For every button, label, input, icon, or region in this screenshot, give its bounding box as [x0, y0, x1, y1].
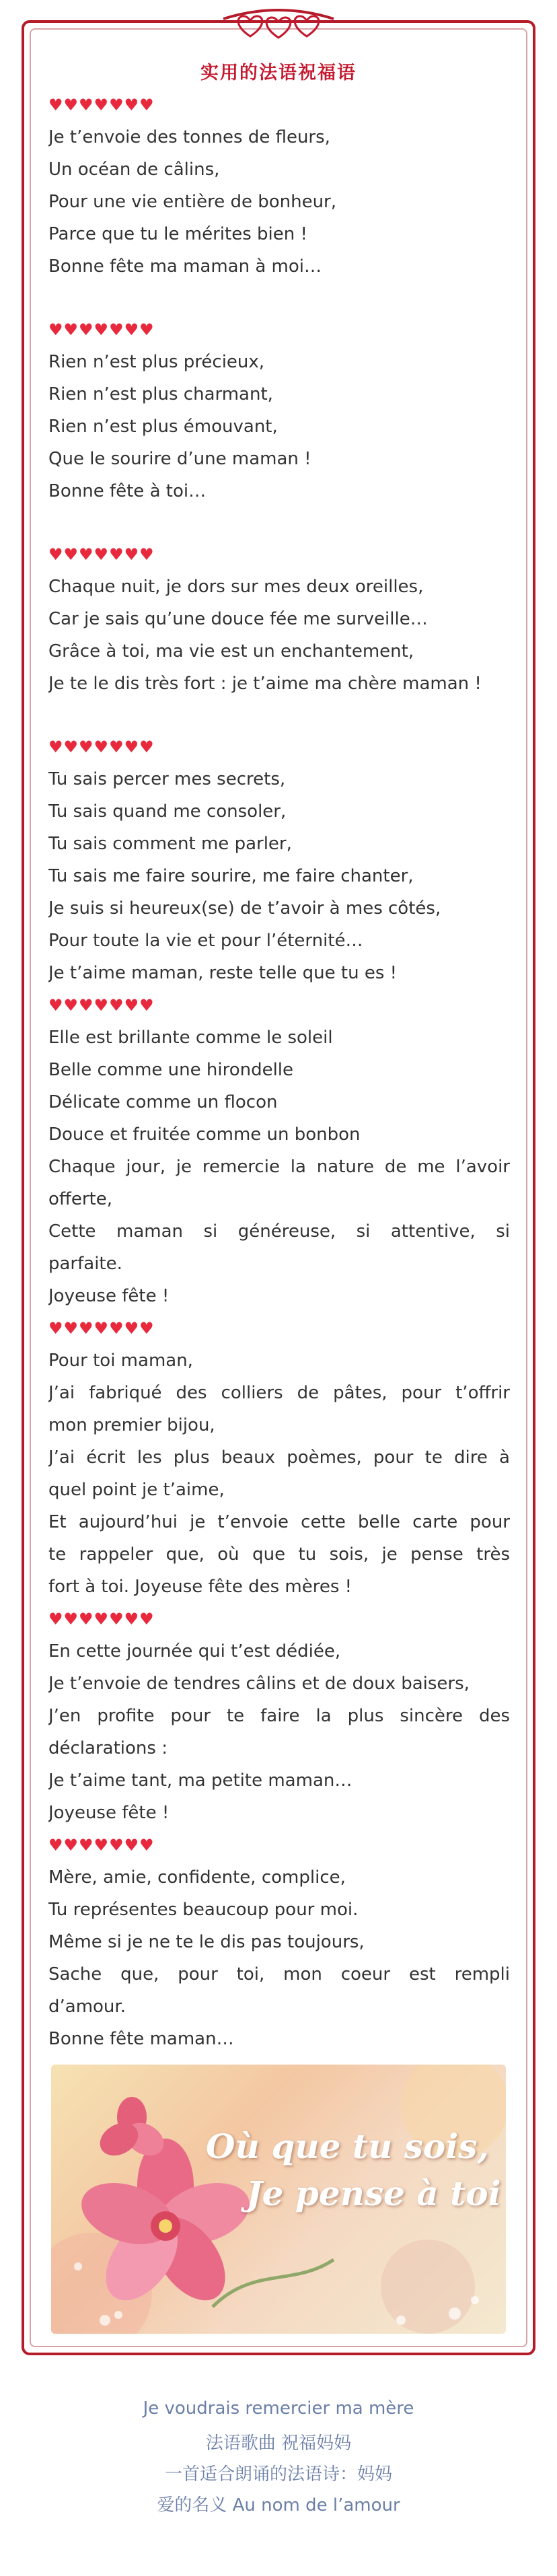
- poem-line: offerte,: [48, 1189, 112, 1209]
- poem-spacer: [48, 283, 510, 314]
- poem-line: Bonne fête à toi…: [48, 481, 207, 501]
- image-caption-line1: Où que tu sois,: [206, 2126, 489, 2166]
- footer-link-2[interactable]: 法语歌曲 祝福妈妈: [205, 2433, 352, 2454]
- poem-line: Cette maman si généreuse, si attentive, si: [48, 1221, 510, 1242]
- poem-line: Rien n’est plus charmant,: [48, 384, 273, 404]
- poem-spacer: [48, 507, 510, 538]
- hearts-divider-icon: ♥♥♥♥♥♥♥: [48, 96, 155, 114]
- poem-line: Car je sais qu’une douce fée me surveille…: [48, 609, 428, 629]
- poem-line: Tu sais comment me parler,: [48, 834, 292, 854]
- poem-line: Tu sais percer mes secrets,: [48, 769, 286, 789]
- poem-line: Tu représentes beaucoup pour moi.: [48, 1900, 359, 1920]
- poem-line: J’ai fabriqué des colliers de pâtes, pour t’offrir: [48, 1383, 510, 1403]
- poem-line: Chaque jour, je remercie la nature de me l’avoir: [48, 1157, 510, 1177]
- poem-line: Même si je ne te le dis pas toujours,: [48, 1932, 365, 1952]
- poem-line: Tu sais quand me consoler,: [48, 801, 287, 822]
- image-caption-line2: Je pense à toi: [246, 2174, 501, 2213]
- poem-spacer: [48, 700, 510, 731]
- poem-line: En cette journée qui t’est dédiée,: [48, 1641, 341, 1661]
- poem-line: Pour toute la vie et pour l’éternité…: [48, 931, 363, 951]
- poem-line: mon premier bijou,: [48, 1415, 215, 1435]
- poem-line: Pour toi maman,: [48, 1351, 193, 1371]
- hearts-divider-icon: ♥♥♥♥♥♥♥: [48, 1610, 155, 1629]
- poem-line: Je t’aime maman, reste telle que tu es !: [48, 963, 398, 983]
- footer-link-1[interactable]: Je voudrais remercier ma mère: [143, 2398, 414, 2419]
- footer-link-4[interactable]: 爱的名义 Au nom de l’amour: [157, 2495, 400, 2515]
- poem-line: Je t’envoie des tonnes de fleurs,: [48, 127, 330, 147]
- poem-line: fort à toi. Joyeuse fête des mères !: [48, 1577, 352, 1597]
- poem-line: Mère, amie, confidente, complice,: [48, 1867, 346, 1888]
- hearts-divider-icon: ♥♥♥♥♥♥♥: [48, 1836, 155, 1855]
- flower-image: [51, 2065, 506, 2334]
- poem-line: déclarations :: [48, 1738, 168, 1758]
- poem-line: Je suis si heureux(se) de t’avoir à mes côtés,: [48, 898, 441, 919]
- poem-line: Grâce à toi, ma vie est un enchantement,: [48, 641, 414, 661]
- poem-line: d’amour.: [48, 1997, 126, 2017]
- poem-line: Sache que, pour toi, mon coeur est rempli: [48, 1964, 510, 1984]
- poem-line: Je te le dis très fort : je t’aime ma chère maman !: [48, 674, 482, 694]
- poem-line: J’ai écrit les plus beaux poèmes, pour te dire à: [48, 1447, 510, 1468]
- poem-line: te rappeler que, où que tu sois, je pense très: [48, 1544, 510, 1565]
- poem-line: Pour une vie entière de bonheur,: [48, 192, 337, 212]
- poem-line: Belle comme une hirondelle: [48, 1060, 294, 1080]
- poem-line: Un océan de câlins,: [48, 159, 220, 180]
- page-title: 实用的法语祝福语: [200, 63, 357, 83]
- hearts-divider-icon: ♥♥♥♥♥♥♥: [48, 1319, 155, 1338]
- hearts-divider-icon: ♥♥♥♥♥♥♥: [48, 545, 155, 564]
- poem-line: Tu sais me faire sourire, me faire chanter,: [48, 866, 414, 886]
- poem-line: Bonne fête ma maman à moi…: [48, 256, 322, 277]
- hearts-ornament-icon: [221, 5, 336, 42]
- poem-line: Je t’aime tant, ma petite maman…: [48, 1770, 352, 1791]
- poem-line: Bonne fête maman…: [48, 2029, 234, 2049]
- hearts-divider-icon: ♥♥♥♥♥♥♥: [48, 738, 155, 756]
- poem-line: Parce que tu le mérites bien !: [48, 224, 307, 244]
- poem-line: Délicate comme un flocon: [48, 1092, 278, 1112]
- poem-line: Rien n’est plus émouvant,: [48, 417, 278, 437]
- poem-line: quel point je t’aime,: [48, 1480, 225, 1500]
- poem-line: Et aujourd’hui je t’envoie cette belle carte pour: [48, 1512, 510, 1532]
- poem-line: Rien n’est plus précieux,: [48, 352, 265, 372]
- poem-line: Joyeuse fête !: [48, 1286, 170, 1306]
- poem-line: Je t’envoie de tendres câlins et de doux baisers,: [48, 1674, 470, 1694]
- hearts-divider-icon: ♥♥♥♥♥♥♥: [48, 996, 155, 1015]
- poem-line: parfaite.: [48, 1254, 122, 1274]
- poem-line: Elle est brillante comme le soleil: [48, 1028, 333, 1048]
- poem-content: [48, 89, 510, 2055]
- poem-line: Douce et fruitée comme un bonbon: [48, 1124, 361, 1145]
- poem-line: Joyeuse fête !: [48, 1803, 170, 1823]
- poem-line: Que le sourire d’une maman !: [48, 449, 311, 469]
- footer-link-3[interactable]: 一首适合朗诵的法语诗：妈妈: [164, 2464, 392, 2484]
- hearts-divider-icon: ♥♥♥♥♥♥♥: [48, 320, 155, 339]
- poem-line: Chaque nuit, je dors sur mes deux oreilles,: [48, 577, 424, 597]
- poem-line: J’en profite pour te faire la plus sincère des: [48, 1706, 510, 1726]
